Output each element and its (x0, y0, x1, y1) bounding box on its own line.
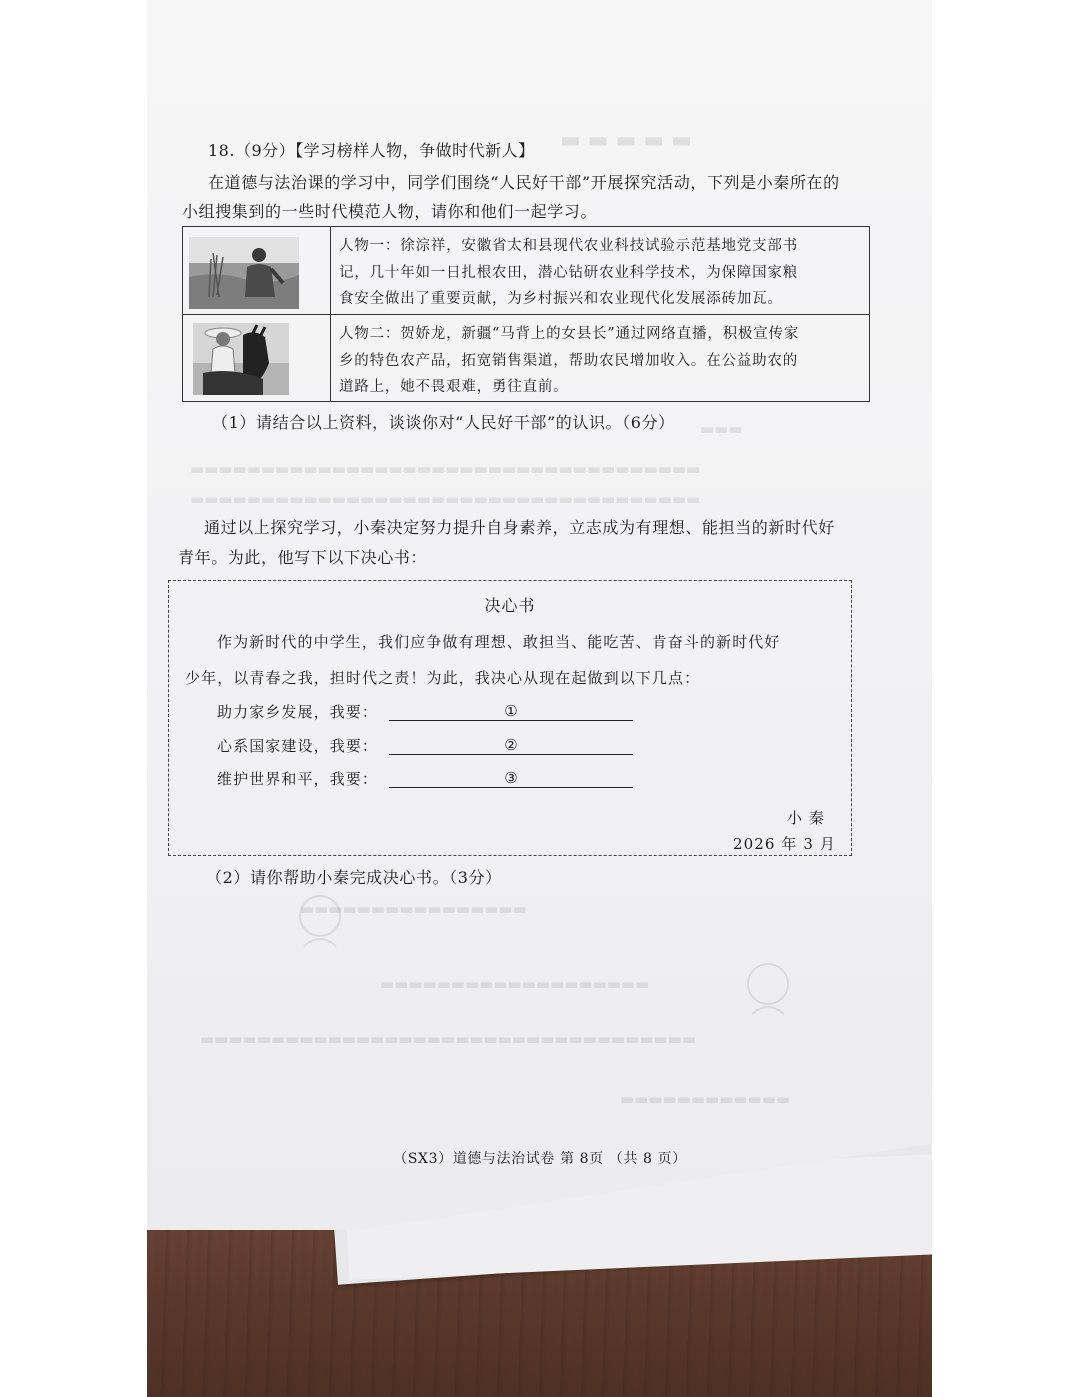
answer-blank-2[interactable] (389, 735, 633, 755)
page-footer: （SX3）道德与法治试卷 第 8页 （共 8 页） (393, 1151, 687, 1167)
intro-line-1: 在道德与法治课的学习中，同学们围绕“人民好干部”开展探究活动，下列是小秦所在的 (208, 173, 840, 192)
question-heading: 18.（9分）【学习榜样人物，争做时代新人】 (208, 141, 535, 160)
resolution-item-label-2: 心系国家建设，我要： (217, 737, 379, 755)
resolution-title: 决心书 (484, 596, 536, 615)
ghost-cartoon-icon (292, 890, 352, 960)
role-model-table (182, 226, 870, 402)
sub-question-2: （2）请你帮助小秦完成决心书。（3分） (206, 868, 502, 887)
farmer-photo (189, 237, 299, 309)
person-2-photo-cell (183, 315, 331, 401)
resolution-letter-box (168, 580, 852, 856)
ghost-cartoon-icon (740, 958, 800, 1028)
person-2-description: 人物二：贺娇龙，新疆“马背上的女县长”通过网络直播，积极宣传家 乡的特色农产品，拓宽销售渠道，帮助农民增加收入。在公益助农的 道路上，她不畏艰难，勇往直前。 (339, 326, 800, 395)
resolution-item-label-1: 助力家乡发展，我要： (217, 703, 379, 721)
resolution-date: 2026 年 3 月 (733, 835, 837, 853)
blank-marker-3: ③ (504, 769, 518, 787)
resolution-item-label-3: 维护世界和平，我要： (217, 770, 379, 788)
transition-line-2: 青年。为此，他写下以下决心书： (178, 548, 428, 567)
resolution-body-line-1: 作为新时代的中学生，我们应争做有理想、敢担当、能吃苦、肯奋斗的新时代好 (217, 633, 781, 651)
answer-blank-3[interactable] (389, 768, 633, 788)
blank-marker-2: ② (504, 736, 518, 754)
sub-question-1: （1）请结合以上资料，谈谈你对“人民好干部”的认识。（6分） (212, 413, 675, 432)
person-row-1 (183, 227, 869, 315)
answer-blank-1[interactable] (389, 701, 633, 721)
resolution-body-line-2: 少年，以青春之我，担时代之责！为此，我决心从现在起做到以下几点： (185, 669, 701, 687)
transition-line-1: 通过以上探究学习，小秦决定努力提升自身素养，立志成为有理想、能担当的新时代好 (204, 518, 835, 537)
intro-line-2: 小组搜集到的一些时代模范人物，请你和他们一起学习。 (182, 202, 598, 221)
resolution-signature: 小 秦 (787, 809, 826, 827)
horse-rider-photo (193, 323, 289, 395)
blank-marker-1: ① (504, 702, 518, 720)
person-1-photo-cell (183, 227, 331, 314)
exam-page: ▬ ▬ ▬ ▬ ▬ ▬▬▬ ▬▬▬▬▬▬▬▬▬▬▬▬▬▬▬▬▬▬▬▬▬▬▬▬▬▬▬▬▬▬▬▬▬▬▬▬ ▬▬▬▬▬▬▬▬▬▬▬▬▬▬▬▬▬▬▬▬▬▬▬▬▬▬▬▬▬▬▬▬▬▬▬▬ ▬▬▬▬▬▬▬▬▬▬▬▬▬▬▬▬ ▬▬▬▬▬▬▬▬▬▬▬▬▬▬▬▬▬▬▬ ▬▬▬▬▬▬▬▬▬▬▬▬▬▬▬▬▬▬▬▬▬▬▬▬▬▬▬▬▬▬▬▬▬▬▬ ▬▬▬▬▬▬▬▬▬▬▬▬ 18.（9分）【学习榜样人物，争做时代新人】 在道德与法治课的学习中，同学们围绕“人民好干部”开展探究活动，下列是小秦所在的 小组搜集到的一些时代模范人物，请你和他们一起学习。 人物一：徐淙祥，安徽省太和县现代农业科技试验示范基地党支部书 记，几十年如一日扎根农田，潜心钻研农业科学技术，为保障国家粮 食安全做出了重要贡献，为乡村振兴和农业现代化发展添砖加瓦。 人物二：贺娇龙，新疆“马背上的女县长”通过网络直播，积极宣传家 乡的特色农产品，拓宽销售渠道，帮助农民增加收入。在公益助农的 道路上，她不畏艰难，勇往直前。 （1）请结合以上资料，谈谈你对“人民好干部”的认识。（6分） 通过以上探究学习，小秦决定努力提升自身素养，立志成为有理想、能担当的新时代好 青年。为此，他写下以下决心书： 决心书 作为新时代的中学生，我们应争做有理想、敢担当、能吃苦、肯奋斗的新时代好 少年，以青春之我，担时代之责！为此，我决心从现在起做到以下几点： 助力家乡发展，我要： ① 心系国家建设，我要： ② 维护世界和平，我要： ③ 小 秦 2026 年 3 月 （2）请你帮助小秦完成决心书。（3分） （SX3）道德与法治试卷 第 8页 （共 8 页） (0, 0, 1080, 1397)
person-row-2 (183, 315, 869, 401)
person-1-description: 人物一：徐淙祥，安徽省太和县现代农业科技试验示范基地党支部书 记，几十年如一日扎根农田，潜心钻研农业科学技术，为保障国家粮 食安全做出了重要贡献，为乡村振兴和农业现代化发展添砖加瓦。 (339, 238, 798, 307)
